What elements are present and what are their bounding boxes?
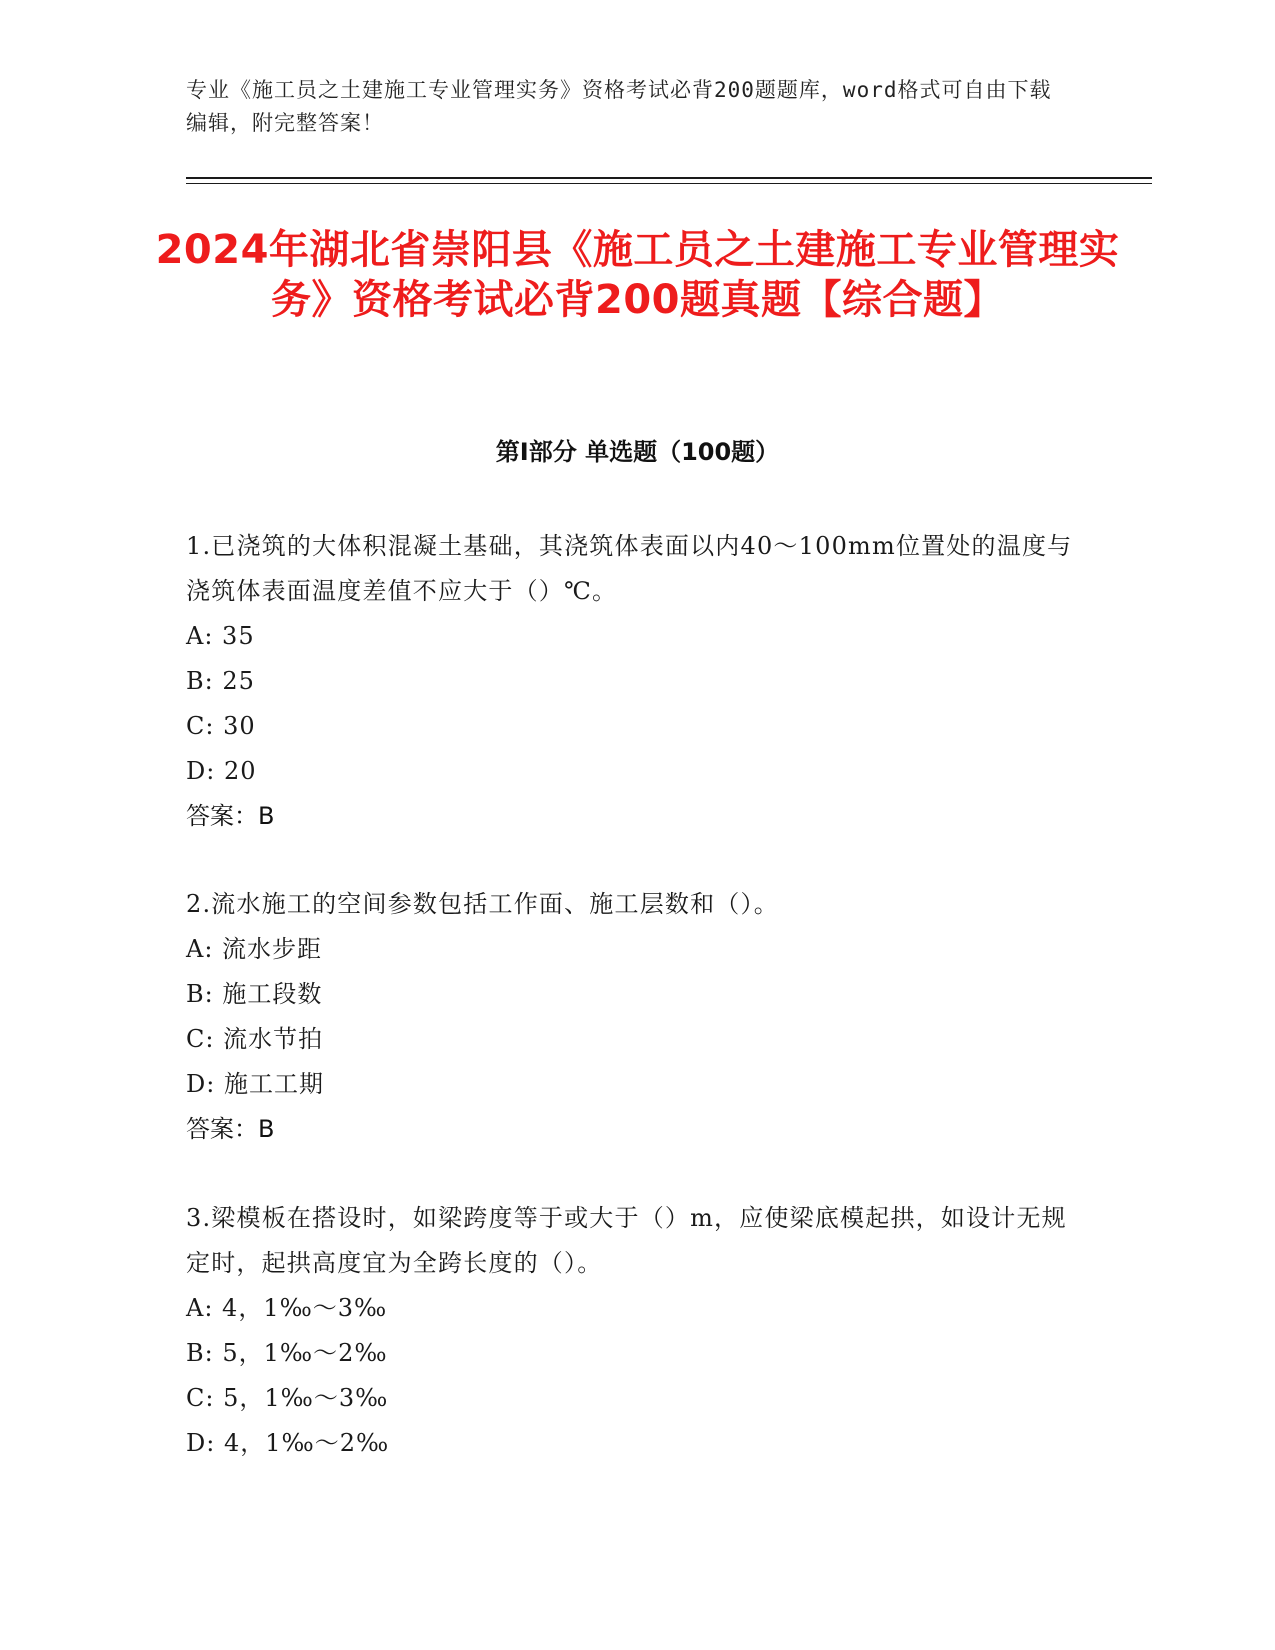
option-a: A: 4，1‰～3‰ xyxy=(186,1294,388,1322)
option-b: B: 25 xyxy=(186,667,255,695)
header-note: 专业《施工员之土建施工专业管理实务》资格考试必背200题题库，word格式可自由下载编辑，附完整答案！ xyxy=(186,78,1052,135)
question-stem: 2.流水施工的空间参数包括工作面、施工层数和（）。 xyxy=(186,890,779,918)
question-block xyxy=(186,1196,1076,1466)
option-b: B: 5，1‰～2‰ xyxy=(186,1339,388,1367)
question-block xyxy=(186,524,1076,839)
document-title: 2024年湖北省崇阳县《施工员之土建施工专业管理实务》资格考试必背200题真题【综合题】 xyxy=(155,227,1120,323)
answer-line: 答案：B xyxy=(186,1115,275,1143)
option-c: C: 30 xyxy=(186,712,256,740)
question-block xyxy=(186,882,1076,1152)
answer-line: 答案：B xyxy=(186,802,275,830)
option-d: D: 20 xyxy=(186,757,257,785)
question-stem: 3.梁模板在搭设时，如梁跨度等于或大于（）m，应使梁底模起拱，如设计无规定时，起拱高度宜为全跨长度的（）。 xyxy=(186,1204,1067,1277)
option-d: D: 4，1‰～2‰ xyxy=(186,1429,390,1457)
option-a: A: 35 xyxy=(186,622,255,650)
option-c: C: 5，1‰～3‰ xyxy=(186,1384,389,1412)
option-d: D: 施工工期 xyxy=(186,1070,324,1098)
section-title: 第Ⅰ部分 单选题（100题） xyxy=(495,438,780,466)
header-divider-thin xyxy=(186,183,1152,184)
option-a: A: 流水步距 xyxy=(186,935,323,963)
option-c: C: 流水节拍 xyxy=(186,1025,324,1053)
header-divider-thick xyxy=(186,177,1152,179)
question-stem: 1.已浇筑的大体积混凝土基础，其浇筑体表面以内40～100mm位置处的温度与浇筑体表面温度差值不应大于（）℃。 xyxy=(186,532,1073,605)
option-b: B: 施工段数 xyxy=(186,980,323,1008)
